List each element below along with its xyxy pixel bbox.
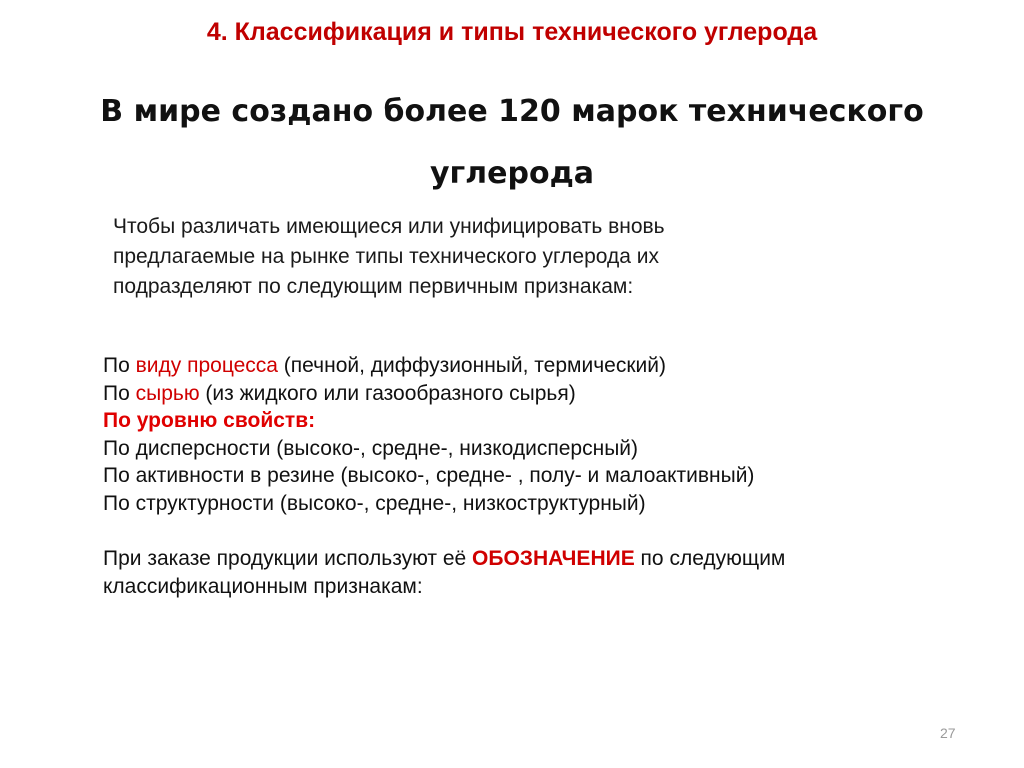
criterion-process	[103, 352, 983, 380]
criterion-prefix: По	[103, 381, 136, 405]
order-emphasis: ОБОЗНАЧЕНИЕ	[472, 547, 635, 570]
subtitle-line-1: В мире создано более 120 марок технического	[100, 94, 924, 129]
order-text: При заказе продукции используют её	[103, 547, 473, 570]
intro-line: предлагаемые на рынке типы технического углерода их	[113, 245, 660, 268]
slide-title: 4. Классификация и типы технического углерода	[206, 18, 818, 46]
order-line-2: классификационным признакам:	[103, 575, 423, 598]
intro-line: Чтобы различать имеющиеся или унифицировать вновь	[113, 215, 665, 238]
criterion-highlight: виду процесса	[135, 354, 278, 377]
criterion-highlight: сырью	[135, 381, 200, 405]
order-paragraph	[103, 545, 983, 601]
criterion-dispersity: По дисперсности (высоко-, средне-, низкодисперсный)	[103, 436, 639, 460]
criterion-detail: (из жидкого или газообразного сырья)	[199, 381, 576, 405]
criterion-structure: По структурности (высоко-, средне-, низкоструктурный)	[103, 491, 646, 515]
intro-line: подразделяют по следующим первичным признакам:	[113, 275, 634, 298]
criterion-detail: (печной, диффузионный, термический)	[277, 354, 666, 377]
intro-paragraph	[113, 212, 873, 302]
criterion-properties-heading: По уровню свойств:	[103, 409, 316, 432]
page-number: 27	[940, 725, 956, 741]
criteria-list	[103, 352, 983, 517]
criterion-activity: По активности в резине (высоко-, средне- , полу- и малоактивный)	[103, 464, 755, 487]
order-line-1	[103, 545, 983, 573]
order-text: по следующим	[634, 547, 786, 570]
criterion-prefix: По	[103, 354, 136, 377]
criterion-raw	[103, 380, 983, 408]
subtitle-line-2: углерода	[429, 156, 595, 191]
